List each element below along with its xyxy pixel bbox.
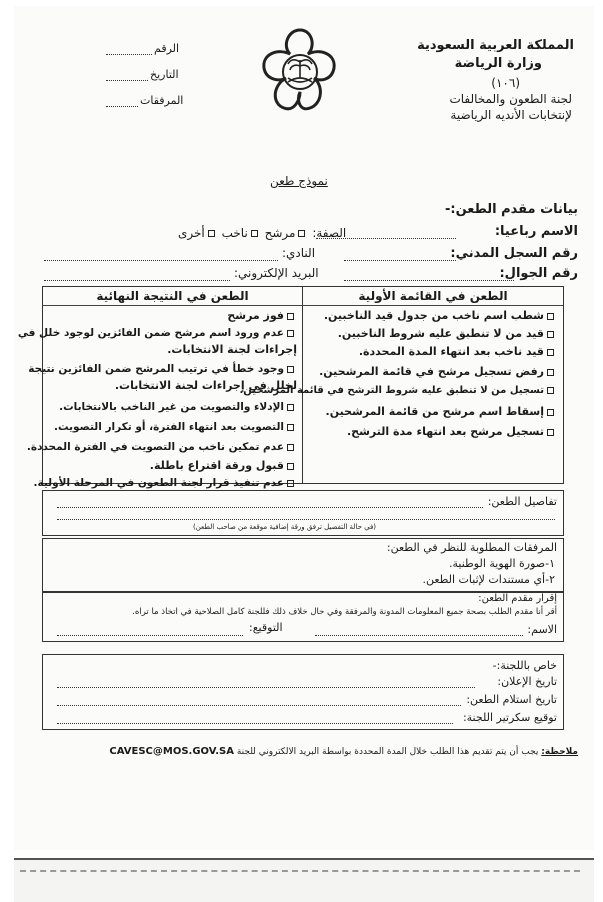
- declaration-signature-label: التوقيع:: [249, 621, 283, 634]
- committee-name: لجنة الطعون والمخالفات: [449, 92, 572, 106]
- club-label: النادي:: [282, 246, 316, 260]
- mobile-line[interactable]: [344, 280, 514, 281]
- note-label: ملاحظة:: [541, 747, 578, 757]
- declaration-title: إقرار مقدم الطعن:: [478, 593, 557, 604]
- list-item[interactable]: فوز مرشح: [227, 309, 297, 322]
- capacity-field: [178, 226, 346, 240]
- email-label: البريد الإلكتروني:: [234, 266, 319, 280]
- appeal-types-table: [17, 286, 564, 489]
- table-header-final-result: الطعن في النتيجة النهائية: [96, 289, 249, 303]
- list-item[interactable]: قيد من لا تنطبق عليه شروط الناخبين.: [338, 327, 557, 340]
- checkbox-voter[interactable]: [251, 230, 258, 237]
- table-header-initial-list: الطعن في القائمة الأولية: [358, 289, 508, 303]
- declaration-box: [42, 592, 564, 642]
- list-item[interactable]: وجود خطأ في ترتيب المرشح ضمن الفائزين نتيجة: [28, 363, 297, 375]
- declaration-text: أقر أنا مقدم الطلب بصحة جميع المعلومات المدونة والمرفقة وفي حال خلاف ذلك فللجنة كامل الصلاحية في اتخاذ ما تراه.: [132, 607, 557, 617]
- kingdom-name: المملكة العربية السعودية: [417, 38, 574, 53]
- name-label: الاسم رباعيا:: [494, 224, 578, 239]
- final-result-column: [17, 309, 297, 489]
- declaration-signature-line[interactable]: [57, 635, 243, 636]
- details-line[interactable]: [57, 507, 483, 508]
- form-title: نموذج طعن: [270, 174, 328, 188]
- ministry-logo-icon: [250, 24, 350, 124]
- note-text: يجب أن يتم تقديم هذا الطلب خلال المدة المحددة بواسطة البريد الالكتروني للجنة: [236, 747, 539, 757]
- declaration-name-label: الاسم:: [527, 623, 557, 636]
- club-line[interactable]: [44, 260, 278, 261]
- details-note: (في حالة التفصيل ترفق ورقة إضافية موقعة من صاحب الطعن): [193, 523, 377, 531]
- details-label: تفاصيل الطعن:: [487, 495, 557, 508]
- list-item[interactable]: شطب اسم ناخب من جدول قيد الناخبين.: [324, 309, 557, 322]
- option-voter: ناخب: [221, 226, 248, 240]
- list-item-continued: إجراءات لجنة الانتخابات.: [167, 343, 297, 356]
- secretary-signature-label: توقيع سكرتير اللجنة:: [462, 711, 557, 724]
- list-item[interactable]: الإدلاء والتصويت من غير الناخب بالانتخابات.: [59, 401, 297, 413]
- list-item[interactable]: التصويت بعد انتهاء الفترة، أو تكرار التصويت.: [54, 421, 297, 433]
- note-row: [109, 746, 578, 757]
- next-page-edge: [14, 858, 594, 902]
- email-line[interactable]: [44, 280, 230, 281]
- list-item[interactable]: قبول ورقة اقتراع باطلة.: [150, 459, 297, 472]
- receipt-date-label: تاريخ استلام الطعن:: [466, 693, 557, 706]
- list-item-continued: لخلل في إجراءات لجنة الانتخابات.: [114, 379, 297, 392]
- option-other: أخرى: [178, 226, 205, 240]
- attachments-line[interactable]: [106, 106, 138, 107]
- list-item[interactable]: عدم تنفيذ قرار لجنة الطعون في المرحلة الأولية.: [34, 477, 297, 489]
- ref-line[interactable]: [106, 54, 152, 55]
- receipt-date-line[interactable]: [57, 705, 461, 706]
- committee-title: خاص باللجنة:-: [492, 659, 557, 672]
- list-item[interactable]: عدم تمكين ناخب من التصويت في الفترة المحددة.: [27, 441, 297, 453]
- attachments-title: المرفقات المطلوبة للنظر في الطعن:: [386, 541, 557, 554]
- form-page: [14, 6, 594, 850]
- details-line[interactable]: [57, 519, 555, 520]
- capacity-label: الصفة:: [312, 226, 347, 240]
- committee-email[interactable]: CAVESC@MOS.GOV.SA: [109, 746, 234, 757]
- declaration-name-line[interactable]: [315, 635, 523, 636]
- date-label: التاريخ: [150, 68, 179, 81]
- required-attachments-box: [42, 538, 564, 592]
- civil-record-label: رقم السجل المدني:: [450, 246, 578, 261]
- civil-record-line[interactable]: [344, 260, 456, 261]
- checkbox-other[interactable]: [208, 230, 215, 237]
- ministry-name: وزارة الرياضة: [454, 56, 542, 71]
- list-item[interactable]: عدم ورود اسم مرشح ضمن الفائزين لوجود خلل في: [18, 327, 297, 339]
- attachment-item: ٢-أي مستندات لإثبات الطعن.: [422, 573, 555, 586]
- list-item[interactable]: تسجيل مرشح بعد انتهاء مدة الترشح.: [347, 425, 557, 438]
- committee-subtitle: لإنتخابات الأنديه الرياضية: [450, 108, 572, 122]
- option-candidate: مرشح: [264, 226, 296, 240]
- secretary-signature-line[interactable]: [57, 723, 453, 724]
- checkbox-candidate[interactable]: [298, 230, 305, 237]
- attachment-item: ١-صورة الهوية الوطنية.: [449, 557, 555, 570]
- ref-label: الرقم: [154, 42, 180, 55]
- announce-date-label: تاريخ الإعلان:: [497, 675, 557, 688]
- list-item[interactable]: إسقاط اسم مرشح من قائمة المرشحين.: [326, 405, 557, 418]
- applicant-section-title: بيانات مقدم الطعن:-: [444, 202, 578, 217]
- list-item[interactable]: تسجيل من لا تنطبق عليه شروط الترشح في قائمة المرشحين.: [239, 385, 557, 396]
- attachments-label: المرفقات: [140, 94, 184, 107]
- committee-code: (١٠٦): [491, 76, 520, 90]
- mobile-label: رقم الجوال:: [499, 266, 578, 281]
- list-item[interactable]: قيد ناخب بعد انتهاء المدة المحددة.: [359, 345, 557, 358]
- date-line[interactable]: [106, 80, 148, 81]
- announce-date-line[interactable]: [57, 687, 475, 688]
- list-item[interactable]: رفض تسجيل مرشح في قائمة المرشحين.: [319, 365, 557, 378]
- appeal-details-box: [42, 490, 564, 536]
- committee-use-box: [42, 654, 564, 730]
